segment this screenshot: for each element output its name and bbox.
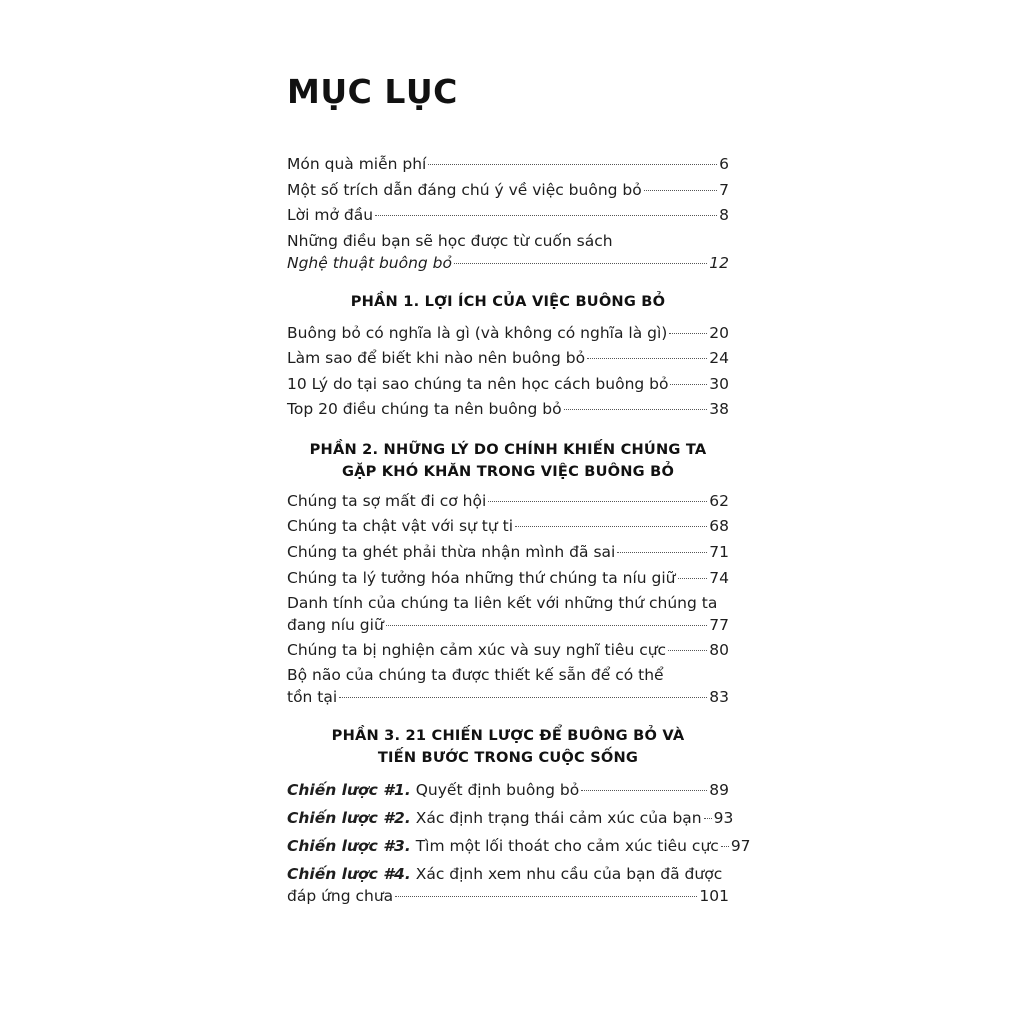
toc-entry xyxy=(287,398,729,420)
strategy-label: Chiến lược #2. xyxy=(287,809,411,827)
dot-leader xyxy=(564,409,708,410)
toc-entry xyxy=(287,179,729,201)
toc-entry xyxy=(287,664,729,708)
section-heading-part1 xyxy=(287,291,729,313)
toc-entry xyxy=(287,807,734,829)
toc-entry xyxy=(287,541,729,563)
toc-entry xyxy=(287,835,751,857)
toc-page-number: 24 xyxy=(709,349,729,367)
toc-page-number: 20 xyxy=(709,324,729,342)
toc-entry-text: Chúng ta lý tưởng hóa những thứ chúng ta níu giữ xyxy=(287,569,676,587)
strategy-label: Chiến lược #1. xyxy=(287,781,411,799)
toc-entry xyxy=(287,567,729,589)
toc-entry-text: Làm sao để biết khi nào nên buông bỏ xyxy=(287,349,586,367)
toc-entry-text: Xác định trạng thái cảm xúc của bạn xyxy=(415,809,702,827)
toc-page-number: 8 xyxy=(719,206,729,224)
toc-entry xyxy=(287,639,729,661)
dot-leader xyxy=(386,625,707,626)
toc-entry-text: đáp ứng chưa xyxy=(287,887,394,905)
toc-page-number: 97 xyxy=(730,837,751,855)
dot-leader xyxy=(644,190,717,191)
dot-leader xyxy=(454,263,707,264)
toc-page-number: 74 xyxy=(709,569,729,587)
toc-entry-text: Chúng ta sợ mất đi cơ hội xyxy=(287,492,487,510)
toc-page xyxy=(287,0,751,1024)
section-heading-line2: TIẾN BƯỚC TRONG CUỘC SỐNG xyxy=(377,749,639,766)
dot-leader xyxy=(515,526,707,527)
toc-entry-text: Chúng ta bị nghiện cảm xúc và suy nghĩ tiêu cực xyxy=(287,641,667,659)
section-heading-line1: PHẦN 2. NHỮNG LÝ DO CHÍNH KHIẾN CHÚNG TA xyxy=(309,441,707,458)
dot-leader xyxy=(581,790,707,791)
toc-entry xyxy=(287,153,729,175)
section-heading-line2: GẶP KHÓ KHĂN TRONG VIỆC BUÔNG BỎ xyxy=(341,463,675,480)
toc-entry xyxy=(287,592,729,636)
dot-leader xyxy=(339,697,707,698)
toc-entry-text: Chúng ta ghét phải thừa nhận mình đã sai xyxy=(287,543,616,561)
toc-page-number: 62 xyxy=(709,492,729,510)
toc-entry-text: Buông bỏ có nghĩa là gì (và không có nghĩa là gì) xyxy=(287,324,668,342)
toc-entry xyxy=(287,779,729,801)
dot-leader xyxy=(704,818,712,819)
toc-entry xyxy=(287,373,729,395)
toc-entry xyxy=(287,230,729,274)
toc-entry-text: Lời mở đầu xyxy=(287,206,374,224)
toc-page-number: 93 xyxy=(713,809,734,827)
dot-leader xyxy=(669,333,707,334)
toc-entry xyxy=(287,204,729,226)
dot-leader xyxy=(428,164,717,165)
toc-page-number: 6 xyxy=(719,155,729,173)
toc-page-number: 71 xyxy=(709,543,729,561)
toc-entry-text: Quyết định buông bỏ xyxy=(415,781,580,799)
dot-leader xyxy=(617,552,707,553)
section-heading-text: PHẦN 1. LỢI ÍCH CỦA VIỆC BUÔNG BỎ xyxy=(350,293,666,310)
toc-entry-text-line1: Bộ não của chúng ta được thiết kế sẵn để có thể xyxy=(287,666,664,684)
toc-entry-text: tồn tại xyxy=(287,688,338,706)
toc-entry-text: Một số trích dẫn đáng chú ý về việc buông bỏ xyxy=(287,181,642,199)
toc-entry xyxy=(287,490,729,512)
dot-leader xyxy=(668,650,707,651)
toc-entry-text: Nghệ thuật buông bỏ xyxy=(287,254,453,272)
toc-entry-text: 10 Lý do tại sao chúng ta nên học cách buông bỏ xyxy=(287,375,669,393)
toc-entry-text-line1: Xác định xem nhu cầu của bạn đã được xyxy=(415,865,723,883)
toc-page-number: 30 xyxy=(709,375,729,393)
toc-entry-text: Top 20 điều chúng ta nên buông bỏ xyxy=(287,400,562,418)
dot-leader xyxy=(395,896,697,897)
dot-leader xyxy=(721,846,729,847)
toc-page-number: 38 xyxy=(709,400,729,418)
toc-entry-text: đang níu giữ xyxy=(287,616,384,634)
toc-entry xyxy=(287,515,729,537)
toc-page-number: 7 xyxy=(719,181,729,199)
strategy-label: Chiến lược #4. xyxy=(287,865,411,883)
section-heading-line1: PHẦN 3. 21 CHIẾN LƯỢC ĐỂ BUÔNG BỎ VÀ xyxy=(331,727,685,744)
toc-page-number: 12 xyxy=(709,254,729,272)
toc-page-number: 80 xyxy=(709,641,729,659)
toc-entry xyxy=(287,322,729,344)
toc-entry-text-line1: Những điều bạn sẽ học được từ cuốn sách xyxy=(287,232,613,250)
toc-page-number: 89 xyxy=(709,781,729,799)
dot-leader xyxy=(670,384,707,385)
toc-page-number: 77 xyxy=(709,616,729,634)
toc-entry-text: Tìm một lối thoát cho cảm xúc tiêu cực xyxy=(415,837,719,855)
toc-page-number: 68 xyxy=(709,517,729,535)
strategy-label: Chiến lược #3. xyxy=(287,837,411,855)
dot-leader xyxy=(375,215,717,216)
dot-leader xyxy=(678,578,708,579)
dot-leader xyxy=(587,358,707,359)
toc-page-number: 101 xyxy=(699,887,729,905)
toc-page-number: 83 xyxy=(709,688,729,706)
dot-leader xyxy=(488,501,707,502)
toc-entry-text-line1: Danh tính của chúng ta liên kết với những thứ chúng ta xyxy=(287,594,718,612)
section-heading-part3 xyxy=(287,725,729,769)
page-title: MỤC LỤC xyxy=(287,72,458,111)
toc-entry-text: Chúng ta chật vật với sự tự ti xyxy=(287,517,514,535)
toc-entry-text: Món quà miễn phí xyxy=(287,155,427,173)
toc-entry xyxy=(287,347,729,369)
section-heading-part2 xyxy=(287,439,729,483)
toc-entry xyxy=(287,863,729,907)
